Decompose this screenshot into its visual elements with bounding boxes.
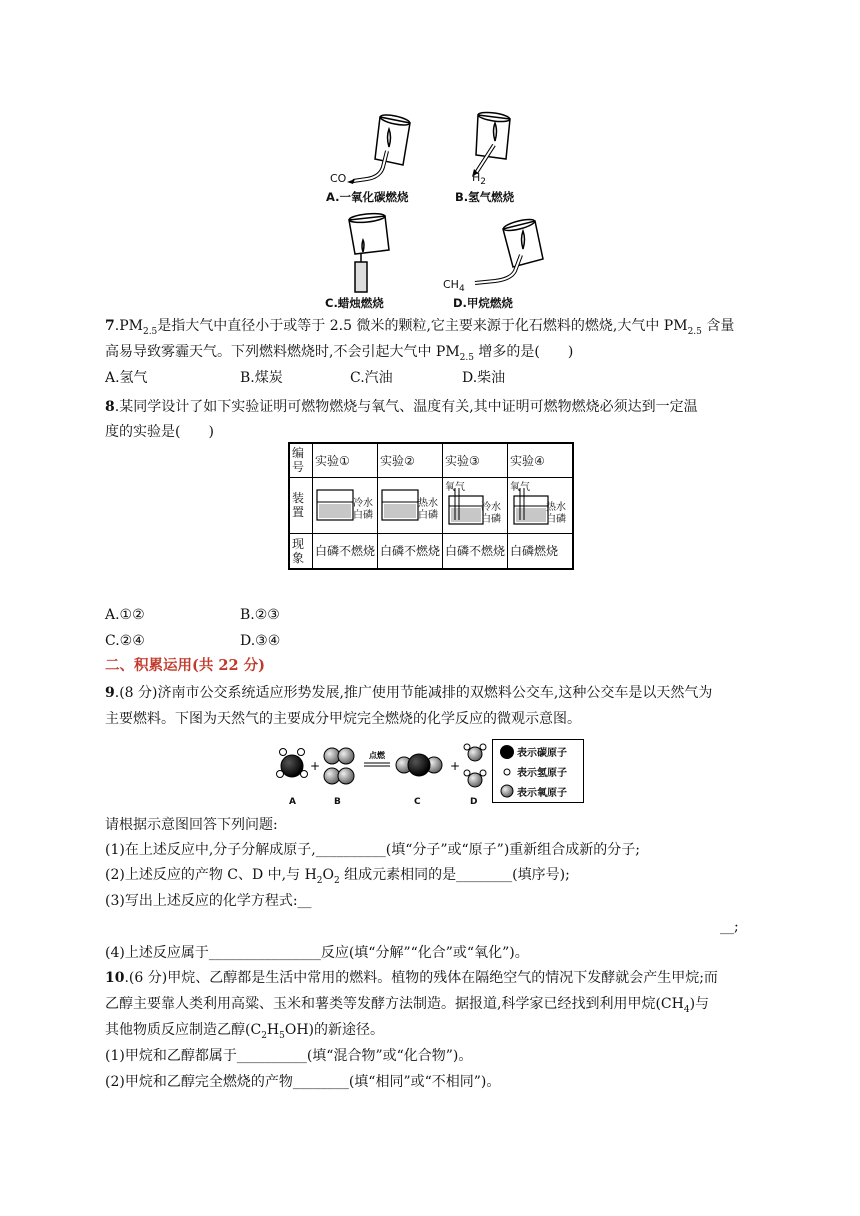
q9-prompt: 请根据示意图回答下列问题: [105, 817, 278, 833]
experiment-4-header: 实验④ [508, 443, 574, 477]
q7-option-b: B.煤炭 [240, 370, 283, 386]
ch4-gas-label: $CH_4$ [443, 278, 465, 295]
phenomenon-3: 白磷不燃烧 [443, 533, 508, 569]
molecule-label-c: C [414, 797, 421, 807]
device-2-label-water: 热水 [418, 498, 438, 509]
experiment-table [288, 442, 574, 570]
q10-subquestion-2: (2)甲烷和乙醇完全燃烧的产物________(填“相同”或“不相同”)。 [105, 1074, 501, 1090]
legend-hydrogen: 表示氢原子 [517, 768, 567, 779]
device-3-label-oxygen: 氧气 [445, 482, 465, 493]
q7-option-d: D.柴油 [462, 370, 506, 386]
q10-stem-line2: 乙醇主要靠人类利用高粱、玉米和薯类等发酵方法制造。据报道,科学家已经找到利用甲烷$(CH_4)$与 [105, 996, 710, 1015]
q8-stem-line2: 度的实验是( ) [105, 424, 214, 440]
q10-subquestion-1: (1)甲烷和乙醇都属于__________(填“混合物”或“化合物”)。 [105, 1048, 473, 1064]
table-row [289, 533, 573, 569]
q10-stem-line1: 10.(6 分)甲烷、乙醇都是生活中常用的燃料。植物的残体在隔绝空气的情况下发酵就会产生甲烷;而 [105, 970, 718, 986]
q8-option-b: B.②③ [240, 607, 280, 623]
q7-option-a: A.氢气 [105, 370, 148, 386]
figure-c-caption: C.蜡烛燃烧 [325, 296, 384, 310]
candle-combustion-figure [335, 212, 405, 297]
device-3-label-phosphorus: 白磷 [481, 514, 501, 525]
device-4-label-phosphorus: 白磷 [546, 514, 566, 525]
legend-oxygen: 表示氧原子 [517, 788, 567, 799]
experiment-3-header: 实验③ [443, 443, 508, 477]
q9-stem-line1: 9.(8 分)济南市公交系统适应形势发展,推广使用节能减排的双燃料公交车,这种公交车是以天然气为 [105, 685, 713, 701]
oxygen-molecules [324, 748, 354, 784]
reaction-micro-diagram [270, 740, 495, 798]
row-header-phenomenon: 现象 [289, 533, 313, 569]
plus-sign-2: + [450, 759, 461, 773]
q9-subquestion-4: (4)上述反应属于________________反应(填“分解”“化合”或“氧化”)。 [105, 945, 529, 961]
reaction-condition: 点燃 [369, 751, 385, 760]
device-4-cell [508, 477, 574, 533]
figure-b-caption: B.氢气燃烧 [455, 190, 515, 204]
q8-option-c: C.②④ [105, 633, 145, 649]
legend-atom-icons [497, 744, 517, 800]
table-row [289, 477, 573, 533]
device-3-label-water: 冷水 [481, 502, 501, 513]
molecule-label-a: A [289, 797, 296, 807]
table-row [289, 443, 573, 477]
phenomenon-2: 白磷不燃烧 [378, 533, 443, 569]
q7-stem-line1: $7.PM_{2.5}$是指大气中直径小于或等于 2.5 微米的颗粒,它主要来源于化石燃料的燃烧,大气中 $PM_{2.5}$ 含量 [105, 318, 735, 337]
q7-option-c: C.汽油 [350, 370, 393, 386]
q8-option-a: A.①② [105, 607, 145, 623]
molecule-label-b: B [334, 797, 341, 807]
co-gas-label: CO [330, 172, 347, 185]
q10-stem-line3: 其他物质反应制造乙醇$(C_2H_5OH)$的新途径。 [105, 1022, 385, 1041]
q9-subquestion-3-blank-end: __; [720, 919, 739, 935]
phenomenon-4: 白磷燃烧 [508, 533, 574, 569]
device-1-label-water: 冷水 [353, 498, 373, 509]
device-2-cell [378, 477, 443, 533]
plus-sign-1: + [310, 759, 321, 773]
q9-subquestion-2: (2)上述反应的产物 C、D 中,与 $H_2O_2$ 组成元素相同的是________(填序号); [105, 867, 570, 886]
q9-subquestion-3: (3)写出上述反应的化学方程式:__ [105, 893, 312, 909]
legend-carbon: 表示碳原子 [517, 748, 567, 759]
device-4-label-oxygen: 氧气 [510, 482, 530, 493]
methane-combustion-figure [455, 215, 555, 290]
atom-legend [492, 739, 584, 803]
figure-a-caption: A.一氧化碳燃烧 [326, 190, 409, 204]
device-1-cell [313, 477, 378, 533]
section-2-title: 二、积累运用(共 22 分) [105, 657, 265, 674]
experiment-2-header: 实验② [378, 443, 443, 477]
methane-molecule [277, 749, 308, 778]
water-molecules [464, 744, 486, 787]
q7-stem-line2: 高易导致雾霾天气。下列燃料燃烧时,不会引起大气中 $PM_{2.5}$ 增多的是( ) [105, 344, 574, 363]
h2-gas-label: $H_2$ [472, 171, 487, 188]
co-combustion-figure [325, 105, 435, 200]
device-2-label-phosphorus: 白磷 [418, 510, 438, 521]
molecule-label-d: D [470, 797, 478, 807]
experiment-1-header: 实验① [313, 443, 378, 477]
row-header-device: 装置 [289, 477, 313, 533]
q8-option-d: D.③④ [240, 633, 281, 649]
row-header-number: 编号 [289, 443, 313, 477]
device-3-cell [443, 477, 508, 533]
carbon-dioxide-molecule [396, 754, 442, 776]
device-1-label-phosphorus: 白磷 [353, 510, 373, 521]
q9-subquestion-1: (1)在上述反应中,分子分解成原子,__________(填“分子”或“原子”)重新组合成新的分子; [105, 842, 640, 858]
figure-d-caption: D.甲烷燃烧 [453, 296, 513, 310]
device-4-label-water: 热水 [546, 502, 566, 513]
h2-combustion-figure [458, 105, 528, 180]
phenomenon-1: 白磷不燃烧 [313, 533, 378, 569]
q9-stem-line2: 主要燃料。下图为天然气的主要成分甲烷完全燃烧的化学反应的微观示意图。 [105, 711, 581, 727]
q8-stem-line1: 8.某同学设计了如下实验证明可燃物燃烧与氧气、温度有关,其中证明可燃物燃烧必须达到一定温 [105, 399, 698, 415]
